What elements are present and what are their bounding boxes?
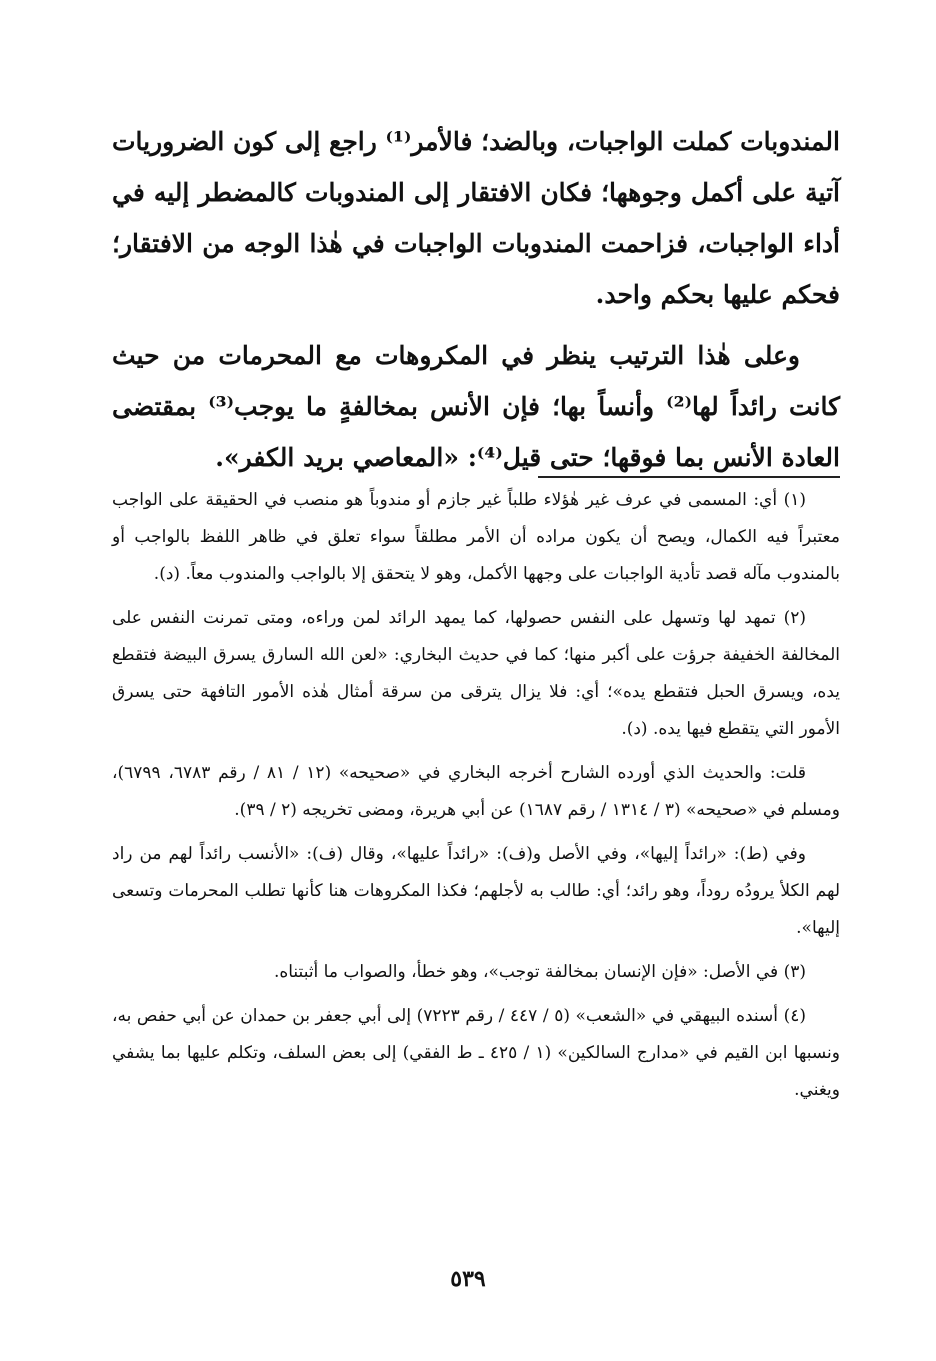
main-text <box>112 116 840 483</box>
footnote-2: (٢) تمهد لها وتسهل على النفس حصولها، كما يمهد الرائد لمن وراءه، ومتى تمرنت النفس على المخالفة الخفيفة جرؤت على أكبر منها؛ كما في حديث البخاري: «لعن الله السارق يسرق البيضة فتقطع يده، ويسرق الحبل فتقطع يده»؛ أي: فلا يزال يترقى من سرقة أمثال هٰذه الأمور التافهة حتى يسرق الأمور التي يتقطع فيها يده. (د). <box>112 608 840 739</box>
footnote-1: (١) أي: المسمى في عرف غير هٰؤلاء طلباً غير جازم أو مندوباً هو منصب في الحقيقة على الواجب معتبراً فيه الكمال، ويصح أن يكون مراده أن الأمر مطلقاً سواء تعلق في ظاهر اللفظ بالواجب أو بالمندوب مآله قصد تأدية الواجبات على وجهها الأكمل، وهو لا يتحقق إلا بالواجب والمندوب معاً. (د). <box>112 490 840 584</box>
footnotes <box>112 482 840 1116</box>
footnote-4: (٤) أسنده البيهقي في «الشعب» (٥ / ٤٤٧ / رقم ٧٢٢٣) إلى أبي جعفر بن حمدان عن أبي حفص به، ونسبها ابن القيم في «مدارج السالكين» (١ / ٤٢٥ ـ ط الفقي) إلى بعض السلف، وتكلم عليها بما يشفي ويغني. <box>112 1006 840 1100</box>
page-number: ٥٣٩ <box>450 1266 486 1292</box>
footnote-separator <box>538 476 840 478</box>
main-paragraph: وعلى هٰذا الترتيب ينظر في المكروهات مع المحرمات من حيث كانت رائداً لها⁽²⁾ وأنساً بها؛ فإن الأنس بمخالفةٍ ما يوجب⁽³⁾ بمقتضى العادة الأنس بما فوقها؛ حتى قيل⁽⁴⁾: «المعاصي بريد الكفر». <box>112 341 840 472</box>
main-paragraph: المندوبات كملت الواجبات، وبالضد؛ فالأمر⁽¹⁾ راجع إلى كون الضروريات آتية على أكمل وجوهها؛ فكان الافتقار إلى المندوبات كالمضطر إليه في أداء الواجبات، فزاحمت المندوبات الواجبات في هٰذا الوجه من الافتقار؛ فحكم عليها بحكم واحد. <box>112 127 840 309</box>
footnote-3: (٣) في الأصل: «فإن الإنسان بمخالفة توجب»، وهو خطأ، والصواب ما أثبتناه. <box>273 962 806 982</box>
footnote-2-variant-note: وفي (ط): «رائداً إليها»، وفي الأصل و(ف): «رائداً عليها»، وقال (ف): «الأنسب رائداً لهم من راد لهم الكلأ يرودُه روداً، وهو رائد؛ أي: طالب به لأجلهم؛ فكذا المكروهات هنا كأنها تطلب المحرمات وتسعى إليها». <box>112 844 840 938</box>
footnote-2-editor-note: قلت: والحديث الذي أورده الشارح أخرجه البخاري في «صحيحه» (١٢ / ٨١ / رقم ٦٧٨٣، ٦٧٩٩)، ومسلم في «صحيحه» (٣ / ١٣١٤ / رقم ١٦٨٧) عن أبي هريرة، ومضى تخريجه (٢ / ٣٩). <box>112 763 840 820</box>
